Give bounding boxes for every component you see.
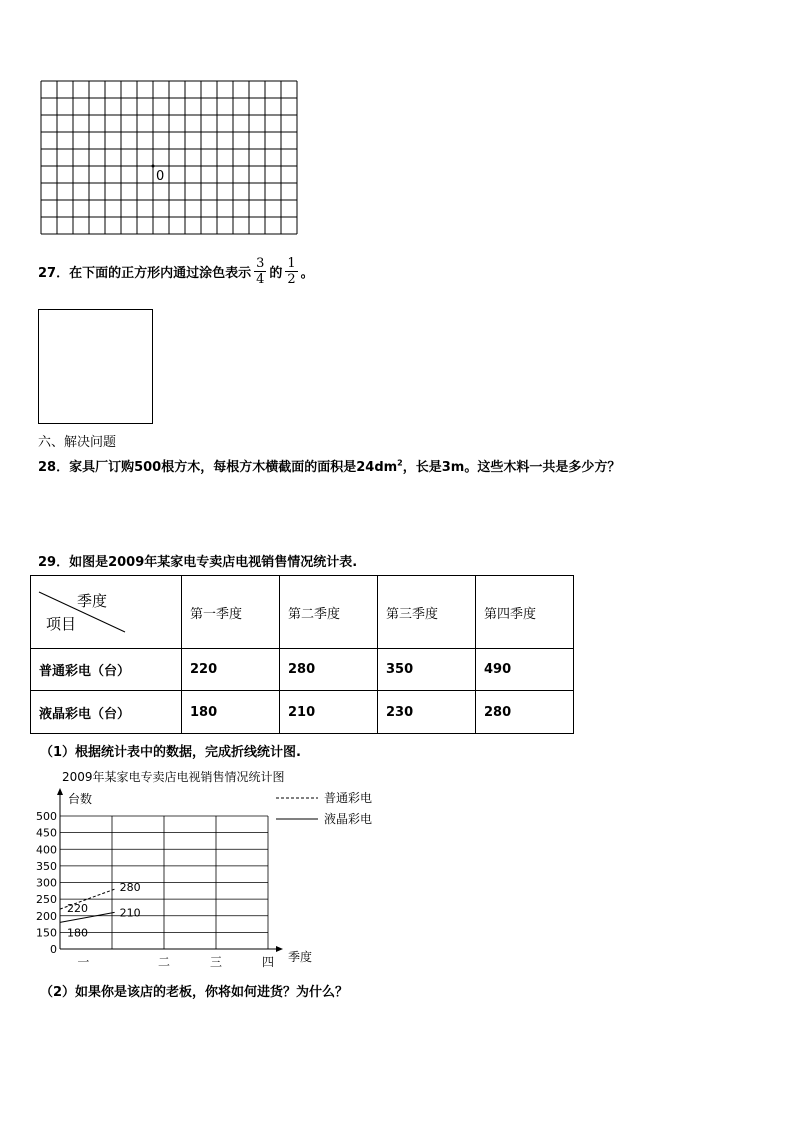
frac1-num: 3 bbox=[256, 256, 265, 271]
chart-title: 2009年某家电专卖店电视销售情况统计图 bbox=[62, 770, 285, 784]
fraction-three-quarters bbox=[254, 256, 266, 287]
y-tick-label: 500 bbox=[36, 810, 57, 823]
table-cell: 490 bbox=[476, 649, 574, 691]
header-q1: 第一季度 bbox=[182, 576, 280, 649]
q27-text: 27．在下面的正方形内通过涂色表示 bbox=[38, 266, 252, 281]
legend-label-1: 普通彩电 bbox=[324, 791, 373, 805]
table-cell: 280 bbox=[280, 649, 378, 691]
y-axis-arrow bbox=[57, 788, 63, 795]
sub-question-1: （1）根据统计表中的数据，完成折线统计图. bbox=[40, 745, 301, 760]
corner-bottom-label: 项目 bbox=[46, 615, 77, 633]
header-q3: 第三季度 bbox=[378, 576, 476, 649]
legend-label-2: 液晶彩电 bbox=[324, 812, 373, 826]
section-title: 六、解决问题 bbox=[38, 435, 117, 450]
y-tick-label: 0 bbox=[50, 943, 57, 956]
x-axis-arrow bbox=[276, 946, 283, 952]
x-tick-label: 一 bbox=[77, 955, 90, 969]
corner-top-label: 季度 bbox=[77, 592, 108, 610]
table-cell: 180 bbox=[182, 691, 280, 734]
y-tick-label: 150 bbox=[36, 926, 57, 940]
chart-legend bbox=[276, 790, 372, 826]
question-28 bbox=[38, 456, 620, 475]
q28-text-a: 28．家具厂订购500根方木，每根方木横截面的面积是24dm bbox=[38, 460, 398, 475]
data-label: 220 bbox=[67, 902, 88, 916]
header-q4: 第四季度 bbox=[476, 576, 574, 649]
data-label: 210 bbox=[119, 906, 141, 920]
q28-superscript: 2 bbox=[397, 458, 403, 468]
table-row bbox=[31, 691, 574, 734]
question-27 bbox=[38, 256, 314, 287]
frac2-den: 2 bbox=[287, 272, 296, 287]
y-tick-label: 200 bbox=[36, 909, 57, 923]
y-tick-label: 450 bbox=[36, 826, 57, 840]
origin-point bbox=[152, 165, 155, 168]
header-q2: 第二季度 bbox=[280, 576, 378, 649]
frac2-num: 1 bbox=[287, 256, 296, 271]
q27-end: 。 bbox=[300, 266, 314, 281]
table-cell: 210 bbox=[280, 691, 378, 734]
x-tick-label: 二 bbox=[157, 955, 171, 969]
y-tick-label: 350 bbox=[36, 859, 57, 873]
y-tick-label: 250 bbox=[36, 893, 57, 907]
shading-square[interactable] bbox=[38, 309, 153, 424]
row-label: 液晶彩电（台） bbox=[31, 691, 182, 734]
table-cell: 220 bbox=[182, 649, 280, 691]
question-29: 29．如图是2009年某家电专卖店电视销售情况统计表. bbox=[38, 555, 358, 570]
row-label: 普通彩电（台） bbox=[31, 649, 182, 691]
table-header-row bbox=[31, 576, 574, 649]
y-tick-label: 400 bbox=[36, 843, 57, 857]
chart-ylabel: 台数 bbox=[68, 792, 93, 806]
corner-cell bbox=[31, 576, 182, 649]
y-tick-label: 300 bbox=[36, 876, 57, 890]
table-cell: 350 bbox=[378, 649, 476, 691]
table-row bbox=[31, 649, 574, 691]
q27-of: 的 bbox=[269, 266, 283, 281]
data-label: 280 bbox=[119, 881, 141, 895]
origin-label: 0 bbox=[156, 169, 165, 184]
x-tick-label: 三 bbox=[209, 955, 223, 969]
chart-xlabel: 季度 bbox=[288, 950, 313, 964]
line-chart bbox=[28, 765, 388, 970]
fraction-one-half bbox=[285, 256, 297, 287]
x-tick-label: 四 bbox=[261, 955, 275, 969]
stats-table bbox=[30, 575, 574, 734]
table-cell: 280 bbox=[476, 691, 574, 734]
table-cell: 230 bbox=[378, 691, 476, 734]
frac1-den: 4 bbox=[256, 272, 265, 287]
sub-question-2: （2）如果你是该店的老板，你将如何进货？为什么？ bbox=[40, 985, 349, 1000]
q28-text-b: ，长是3m。这些木料一共是多少方？ bbox=[402, 460, 621, 475]
coordinate-grid bbox=[40, 80, 302, 240]
data-label: 180 bbox=[67, 926, 88, 940]
